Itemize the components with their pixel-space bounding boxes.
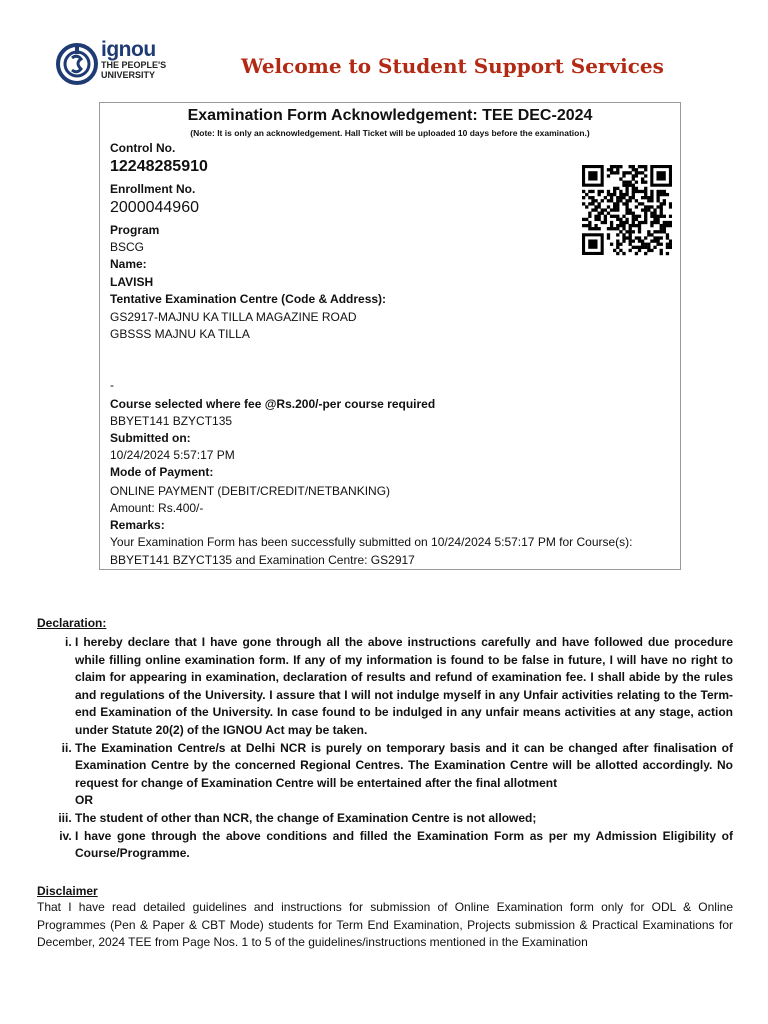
amount-value: Amount: Rs.400/- bbox=[110, 501, 204, 515]
course-label: Course selected where fee @Rs.200/-per course required bbox=[110, 397, 436, 411]
ignou-emblem-icon bbox=[55, 42, 99, 86]
centre-line2: GBSSS MAJNU KA TILLA bbox=[110, 327, 250, 341]
name-label: Name: bbox=[110, 257, 147, 271]
declaration-title: Declaration: bbox=[37, 616, 107, 630]
remarks-line2: BBYET141 BZYCT135 and Examination Centre: GS2917 bbox=[110, 553, 415, 567]
name-value: LAVISH bbox=[110, 275, 154, 289]
logo-brand: ignou bbox=[101, 38, 156, 61]
ack-note: (Note: It is only an acknowledgement. Hall Ticket will be uploaded 10 days before the examination.) bbox=[190, 128, 590, 138]
remarks-label: Remarks: bbox=[110, 518, 165, 532]
logo-text bbox=[101, 40, 166, 80]
declaration-item bbox=[75, 740, 733, 810]
enrollment-value: 2000044960 bbox=[110, 199, 199, 216]
ack-title: Examination Form Acknowledgement: TEE DEC-2024 bbox=[187, 107, 593, 124]
control-value: 12248285910 bbox=[110, 158, 208, 175]
declaration-or: OR bbox=[75, 793, 93, 808]
declaration-item: i. I hereby declare that I have gone through all the above instructions carefully and have followed due procedure while filling online examination form. If any of my information is found to be false in future, I will have no right to claim for appearing in examination, declaration of results and refund of examination fee. I shall abide by the rules and regulations of the University. I assure that I will not indulge myself in any Unfair activities relating to the Term-end Examination of the University. In case found to be indulged in any unfair means activities at any stage, action under Statute 20(2) of the IGNOU Act may be taken. bbox=[75, 634, 733, 740]
disclaimer-title: Disclaimer bbox=[37, 884, 98, 898]
remarks-line1: Your Examination Form has been successfully submitted on 10/24/2024 5:57:17 PM for Course(s): bbox=[110, 535, 633, 549]
enrollment-label: Enrollment No. bbox=[110, 182, 196, 196]
disclaimer-section bbox=[37, 884, 733, 952]
declaration-item: iv. I have gone through the above conditions and filled the Examination Form as per my Admission Eligibility of Course/Programme. bbox=[75, 828, 733, 863]
logo-sub-line1: THE PEOPLE'S bbox=[101, 60, 167, 70]
declaration-item: iii. The student of other than NCR, the change of Examination Centre is not allowed; bbox=[75, 810, 733, 828]
submitted-value: 10/24/2024 5:57:17 PM bbox=[110, 448, 235, 462]
acknowledgement-box bbox=[99, 102, 681, 570]
declaration-list bbox=[75, 634, 733, 863]
control-label: Control No. bbox=[110, 141, 176, 155]
logo-sub-line2: UNIVERSITY bbox=[101, 70, 156, 80]
program-value: BSCG bbox=[110, 240, 145, 254]
ignou-logo bbox=[55, 38, 175, 94]
declaration-section bbox=[37, 616, 733, 863]
disclaimer-text: That I have read detailed guidelines and instructions for submission of Online Examination form only for ODL & Online Programmes (Pen & Paper & CBT Mode) students for Term End Examination, Projects submission & Practical Examinations for December, 2024 TEE from Page Nos. 1 to 5 of the guidelines/instructions mentioned in the Examination bbox=[37, 900, 733, 950]
centre-label: Tentative Examination Centre (Code & Address): bbox=[110, 292, 387, 306]
payment-label: Mode of Payment: bbox=[110, 465, 214, 479]
payment-value: ONLINE PAYMENT (DEBIT/CREDIT/NETBANKING) bbox=[110, 484, 391, 498]
program-label: Program bbox=[110, 223, 160, 237]
page-header bbox=[55, 38, 735, 94]
welcome-heading: Welcome to Student Support Services bbox=[241, 54, 664, 78]
course-value: BBYET141 BZYCT135 bbox=[110, 414, 233, 428]
declaration-item-text: The Examination Centre/s at Delhi NCR is purely on temporary basis and it can be changed after finalisation of Examination Centre by the concerned Regional Centres. The Examination Centre will be allotted accordingly. No request for change of Examination Centre will be entertained after the final allotment bbox=[75, 740, 733, 790]
submitted-label: Submitted on: bbox=[110, 431, 191, 445]
qr-code-icon bbox=[582, 151, 672, 269]
centre-dash: - bbox=[110, 378, 114, 392]
centre-line1: GS2917-MAJNU KA TILLA MAGAZINE ROAD bbox=[110, 310, 357, 324]
